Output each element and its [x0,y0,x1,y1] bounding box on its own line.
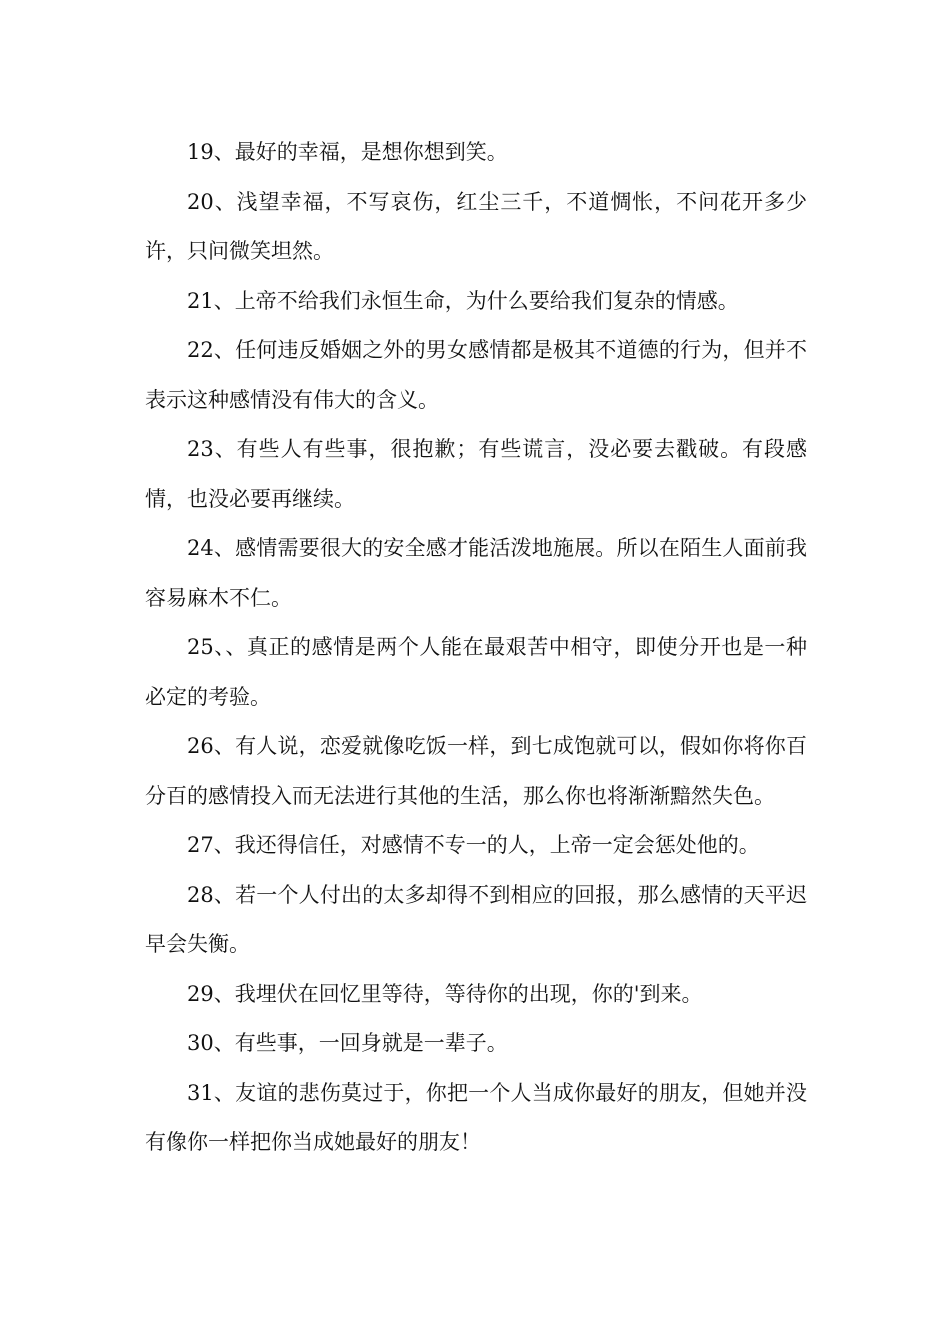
paragraph-20: 20、浅望幸福，不写哀伤，红尘三千，不道惆怅，不问花开多少许，只问微笑坦然。 [145,189,807,263]
paragraph-30: 30、有些事，一回身就是一辈子。 [187,1031,508,1055]
paragraph-22: 22、任何违反婚姻之外的男女感情都是极其不道德的行为，但并不表示这种感情没有伟大的含义。 [145,338,807,412]
paragraph-21: 21、上帝不给我们永恒生命，为什么要给我们复杂的情感。 [187,288,739,313]
paragraph-27: 27、我还得信任，对感情不专一的人，上帝一定会惩处他的。 [187,833,760,857]
paragraph-29: 29、我埋伏在回忆里等待，等待你的出现，你的'到来。 [187,981,703,1006]
paragraph-23: 23、有些人有些事，很抱歉；有些谎言，没必要去戳破。有段感情，也没必要再继续。 [145,437,807,511]
paragraph-31: 31、友谊的悲伤莫过于，你把一个人当成你最好的朋友，但她并没有像你一样把你当成她最好的朋友！ [145,1080,807,1154]
paragraph-25: 25、、真正的感情是两个人能在最艰苦中相守，即使分开也是一种必定的考验。 [145,635,807,709]
paragraph-24: 24、感情需要很大的安全感才能活泼地施展。所以在陌生人面前我容易麻木不仁。 [145,536,807,610]
paragraph-19: 19、最好的幸福，是想你想到笑。 [187,140,508,164]
document-body [145,128,807,1168]
paragraph-28: 28、若一个人付出的太多却得不到相应的回报，那么感情的天平迟早会失衡。 [145,882,807,956]
paragraph-26: 26、有人说，恋爱就像吃饭一样，到七成饱就可以，假如你将你百分百的感情投入而无法进行其他的生活，那么你也将渐渐黯然失色。 [145,734,807,808]
